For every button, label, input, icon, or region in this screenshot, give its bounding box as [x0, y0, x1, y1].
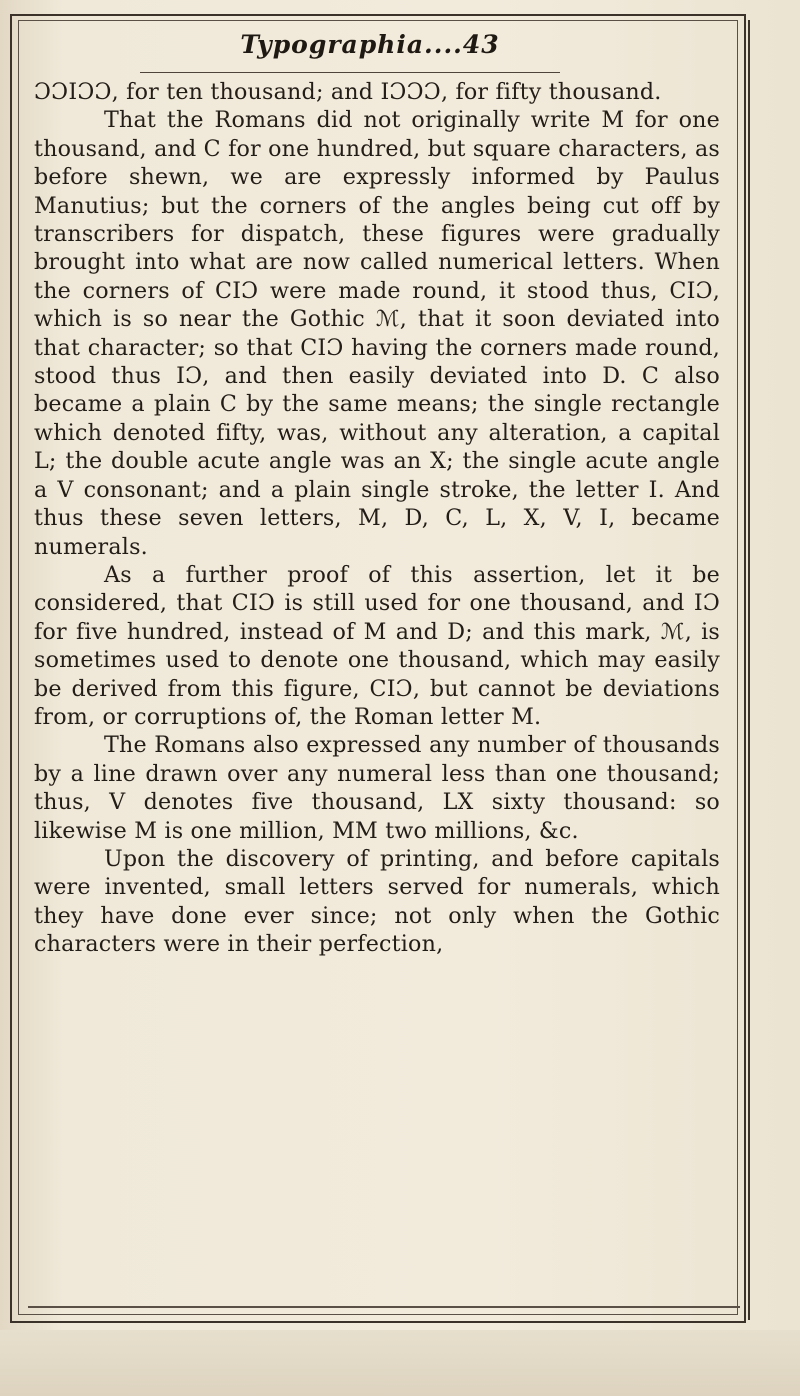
running-head: Typographia....43 — [240, 30, 500, 59]
paragraph-2: That the Romans did not originally write M for one thousand, and C for one hundred, but square characters, as before shewn, we are expressly informed by Paulus Manutius; but the corners of the angles being cut off by transcribers for dispatch, these figures were gradually brought into what are now called numerical letters. When the corners of CIƆ were made round, it stood thus, CIƆ, which is so near the Gothic ℳ, that it soon deviated into that character; so that CIƆ having the corners made round, stood thus IƆ, and then easily deviated into D. C also became a plain C by the same means; the single rectangle which denoted fifty, was, without any alteration, a capital L; the double acute angle was an X; the single acute angle a V consonant; and a plain single stroke, the letter I. And thus these seven letters, M, D, C, L, X, V, I, became numerals. — [34, 107, 720, 560]
paragraph-5: Upon the discovery of printing, and before capitals were invented, small letters served for numerals, which they have done ever since; not only when the Gothic characters were in their perfection, — [34, 845, 720, 958]
bottom-border-rule — [28, 1306, 740, 1308]
page-border-right-rule — [748, 20, 750, 1320]
running-head-rule — [140, 72, 560, 73]
paragraph-3: As a further proof of this assertion, let it be considered, that CIƆ is still used for one thousand, and IƆ for five hundred, instead of M and D; and this mark, ℳ, is sometimes used to denote one thousand, which may easily be derived from this figure, CIƆ, but cannot be deviations from, or corruptions of, the Roman letter M. — [34, 561, 720, 730]
body-text — [34, 78, 720, 959]
paragraph-4: The Romans also expressed any number of thousands by a line drawn over any numeral less than one thousand; thus, V denotes five thousand, LX sixty thousand: so likewise M is one million, MM two millions, &c. — [34, 732, 720, 844]
paragraph-1: ƆƆIƆƆ, for ten thousand; and IƆƆƆ, for fifty thousand. — [34, 79, 662, 105]
page-bottom-margin — [0, 1330, 800, 1396]
